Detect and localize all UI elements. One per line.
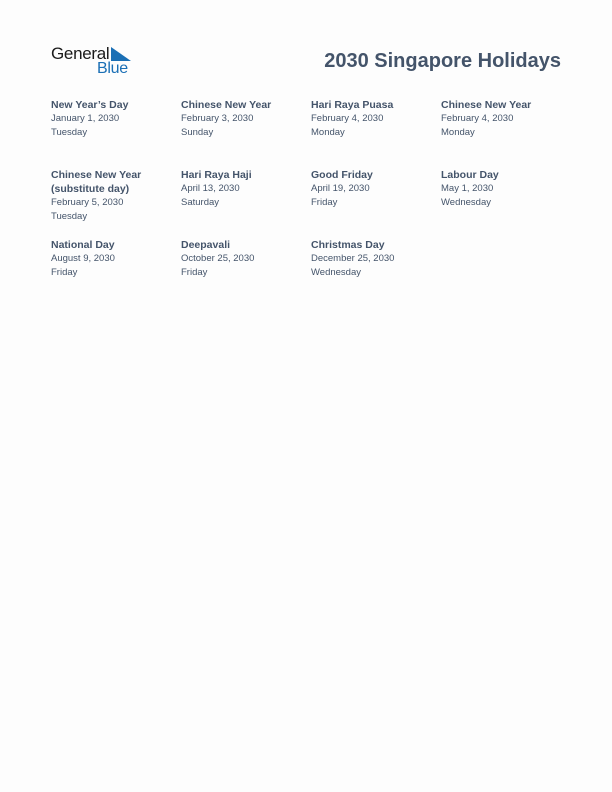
holiday-entry [181, 168, 306, 210]
holiday-name: Hari Raya Haji [181, 169, 252, 181]
holiday-entry [51, 98, 176, 140]
holiday-date: February 4, 2030 [441, 113, 514, 124]
logo-text-blue: Blue [97, 60, 128, 77]
holiday-date: January 1, 2030 [51, 113, 120, 124]
holiday-weekday: Sunday [181, 127, 214, 138]
page-title: 2030 Singapore Holidays [324, 50, 561, 72]
holiday-entry [311, 238, 436, 280]
holiday-name: Labour Day [441, 169, 499, 181]
logo-text-general: General [51, 44, 110, 63]
holiday-weekday: Friday [181, 267, 208, 278]
holiday-name: Christmas Day [311, 239, 385, 251]
holiday-entry [181, 98, 306, 140]
logo-triangle-icon [111, 47, 131, 61]
holiday-entry [441, 168, 566, 210]
holiday-name: New Year’s Day [51, 99, 129, 111]
holiday-weekday: Tuesday [51, 127, 88, 138]
holiday-date: February 4, 2030 [311, 113, 384, 124]
holiday-name: Deepavali [181, 239, 231, 251]
holiday-name-note: (substitute day) [51, 183, 130, 195]
holiday-entry [311, 168, 436, 210]
holiday-date: February 5, 2030 [51, 197, 124, 208]
holiday-name: Good Friday [311, 169, 373, 181]
holiday-date: October 25, 2030 [181, 253, 255, 264]
holiday-date: April 13, 2030 [181, 183, 240, 194]
generalblue-logo [51, 44, 141, 78]
holiday-date: August 9, 2030 [51, 253, 115, 264]
holiday-entry [441, 98, 566, 140]
holiday-weekday: Monday [441, 127, 475, 138]
holiday-date: May 1, 2030 [441, 183, 494, 194]
holiday-date: April 19, 2030 [311, 183, 370, 194]
holiday-weekday: Tuesday [51, 211, 88, 222]
holiday-name: Chinese New Year [441, 99, 532, 111]
holiday-name: National Day [51, 239, 115, 251]
holiday-entry [51, 238, 176, 280]
holiday-weekday: Wednesday [311, 267, 361, 278]
holiday-date: February 3, 2030 [181, 113, 254, 124]
holiday-weekday: Wednesday [441, 197, 491, 208]
holiday-name: Hari Raya Puasa [311, 99, 394, 111]
holiday-weekday: Friday [51, 267, 78, 278]
holiday-entry [51, 168, 176, 224]
holiday-name: Chinese New Year [181, 99, 272, 111]
holiday-weekday: Saturday [181, 197, 220, 208]
holiday-entry [181, 238, 306, 280]
holiday-weekday: Monday [311, 127, 345, 138]
holiday-name: Chinese New Year [51, 169, 142, 181]
holiday-weekday: Friday [311, 197, 338, 208]
holiday-entry [311, 98, 436, 140]
holiday-date: December 25, 2030 [311, 253, 395, 264]
